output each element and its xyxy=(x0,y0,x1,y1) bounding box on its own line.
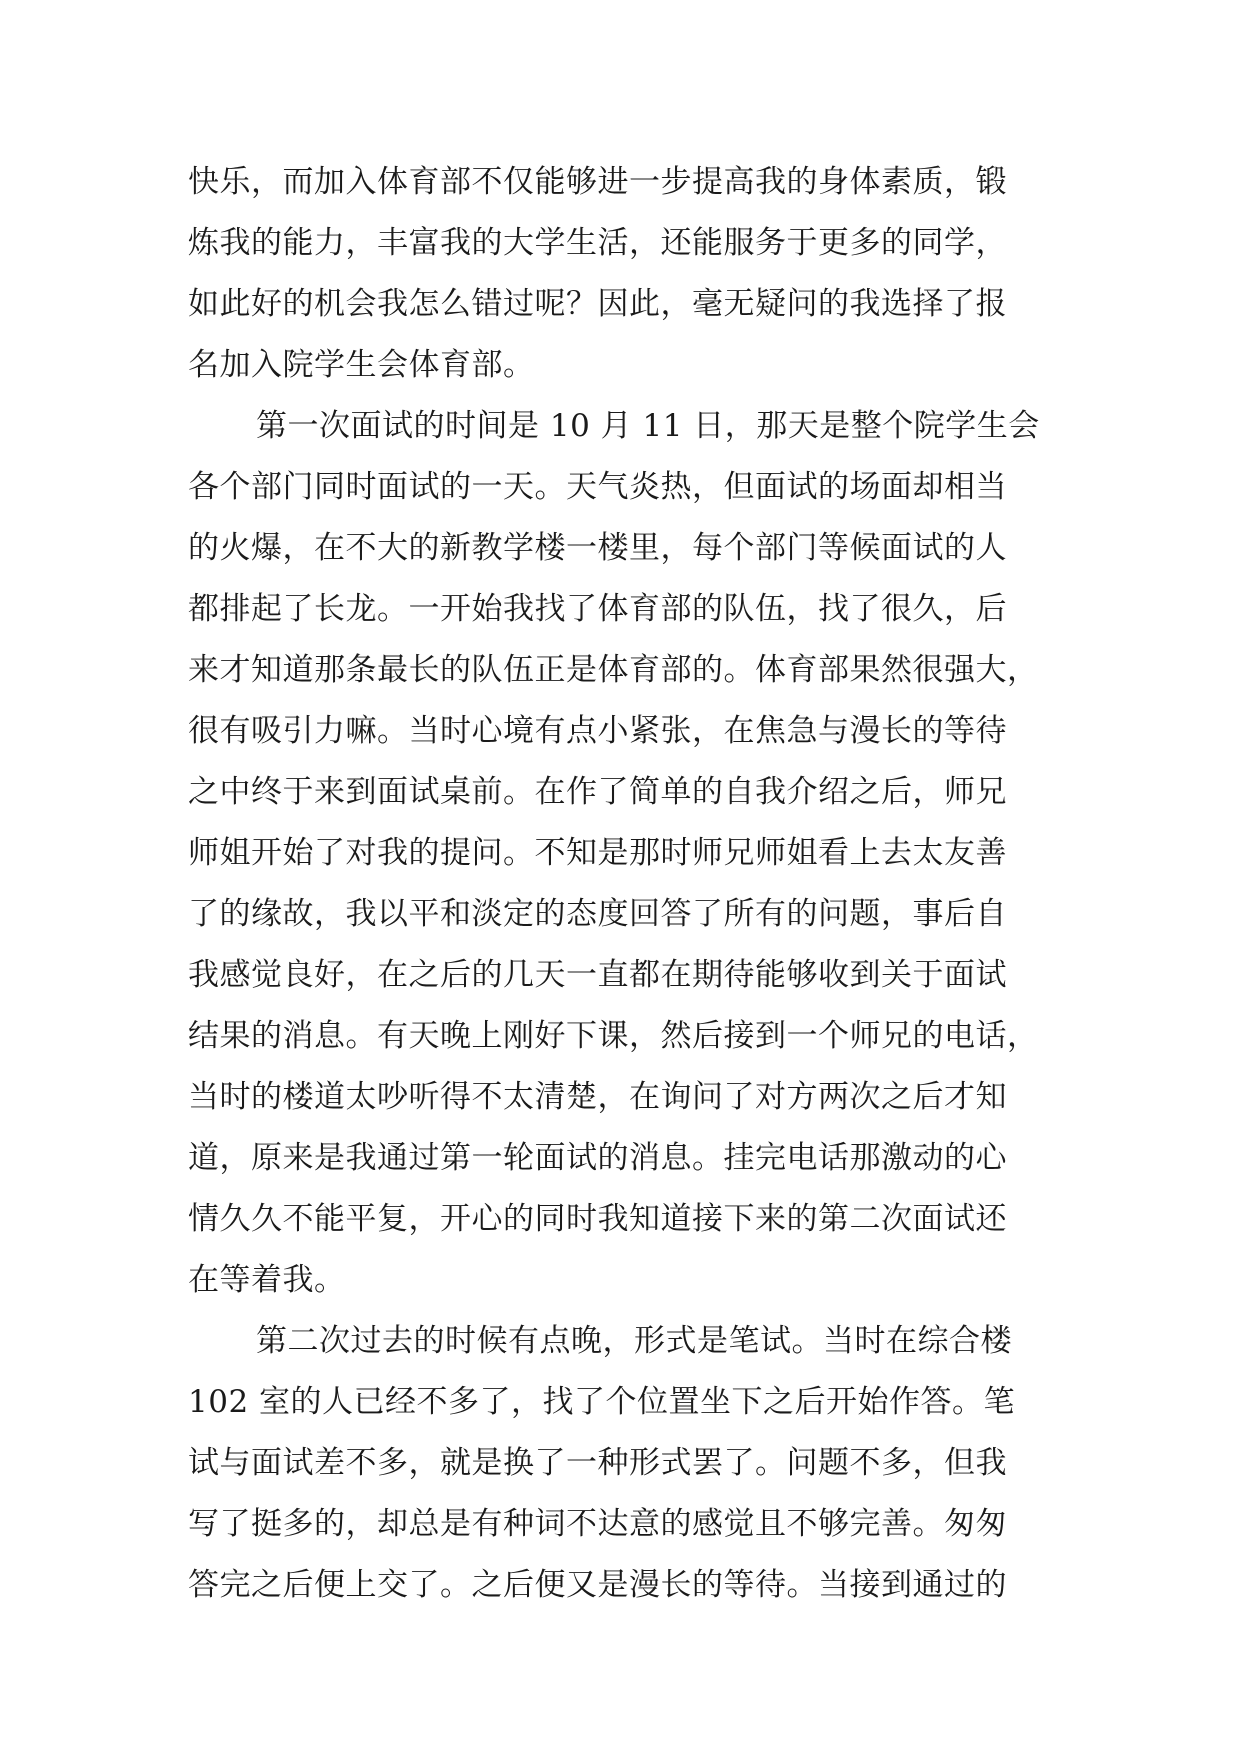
text-line: 在等着我。 xyxy=(188,1262,346,1298)
text-line: 如此好的机会我怎么错过呢？因此，毫无疑问的我选择了报 xyxy=(188,286,1007,322)
text-line: 我感觉良好，在之后的几天一直都在期待能够收到关于面试 xyxy=(188,957,1007,993)
text-line: 情久久不能平复，开心的同时我知道接下来的第二次面试还 xyxy=(188,1201,1007,1237)
text-line: 当时的楼道太吵听得不太清楚，在询问了对方两次之后才知 xyxy=(188,1079,1007,1115)
text-line: 名加入院学生会体育部。 xyxy=(188,347,535,383)
text-line: 的火爆，在不大的新教学楼一楼里，每个部门等候面试的人 xyxy=(188,530,1007,566)
paragraph xyxy=(188,152,1058,396)
text-line: 试与面试差不多，就是换了一种形式罢了。问题不多，但我 xyxy=(188,1445,1007,1481)
document-body xyxy=(188,152,1058,1616)
text-line: 来才知道那条最长的队伍正是体育部的。体育部果然很强大， xyxy=(188,652,1039,688)
text-line: 答完之后便上交了。之后便又是漫长的等待。当接到通过的 xyxy=(188,1567,1007,1603)
text-line: 都排起了长龙。一开始我找了体育部的队伍，找了很久，后 xyxy=(188,591,1007,627)
text-line: 了的缘故，我以平和淡定的态度回答了所有的问题，事后自 xyxy=(188,896,1007,932)
text-line: 快乐，而加入体育部不仅能够进一步提高我的身体素质，锻 xyxy=(188,164,1007,200)
text-line: 102 室的人已经不多了，找了个位置坐下之后开始作答。笔 xyxy=(188,1384,1016,1420)
text-line: 写了挺多的，却总是有种词不达意的感觉且不够完善。匆匆 xyxy=(188,1506,1007,1542)
text-line: 师姐开始了对我的提问。不知是那时师兄师姐看上去太友善 xyxy=(188,835,1007,871)
paragraph xyxy=(188,1311,1058,1616)
text-line: 第二次过去的时候有点晚，形式是笔试。当时在综合楼 xyxy=(256,1323,1012,1359)
text-line: 之中终于来到面试桌前。在作了简单的自我介绍之后，师兄 xyxy=(188,774,1007,810)
paragraph xyxy=(188,396,1058,1311)
text-line: 很有吸引力嘛。当时心境有点小紧张，在焦急与漫长的等待 xyxy=(188,713,1007,749)
text-line: 结果的消息。有天晚上刚好下课，然后接到一个师兄的电话， xyxy=(188,1018,1039,1054)
text-line: 炼我的能力，丰富我的大学生活，还能服务于更多的同学， xyxy=(188,225,1007,261)
text-line: 道，原来是我通过第一轮面试的消息。挂完电话那激动的心 xyxy=(188,1140,1007,1176)
text-line: 各个部门同时面试的一天。天气炎热，但面试的场面却相当 xyxy=(188,469,1007,505)
text-line: 第一次面试的时间是 10 月 11 日，那天是整个院学生会 xyxy=(256,408,1040,444)
